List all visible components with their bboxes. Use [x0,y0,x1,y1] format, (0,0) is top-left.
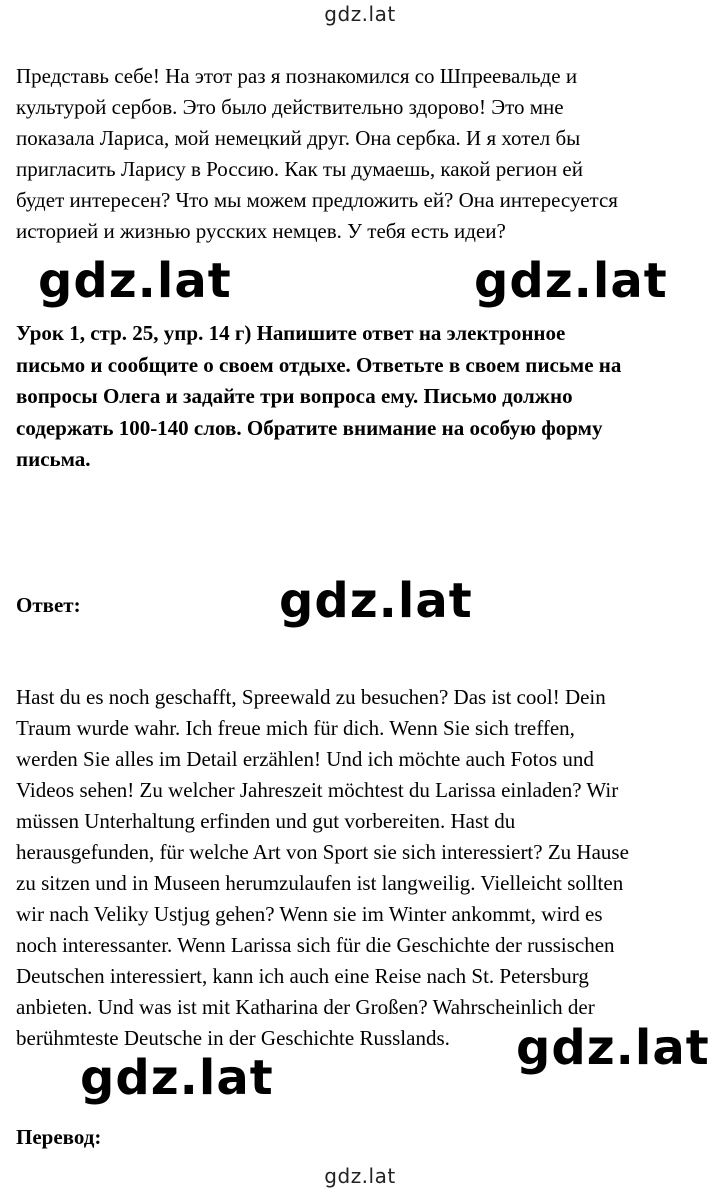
answer-line: anbieten. Und was ist mit Katharina der Großen? Wahrscheinlich der [16,995,595,1019]
answer-line: Hast du es noch geschafft, Spreewald zu besuchen? Das ist cool! Dein [16,685,606,709]
watermark: gdz.lat [76,1050,278,1106]
intro-line: историей и жизнью русских немцев. У тебя есть идеи? [16,219,506,243]
answer-line: noch interessanter. Wenn Larissa sich für die Geschichte der russischen [16,933,615,957]
answer-line: müssen Unterhaltung erfinden und gut vorbereiten. Hast du [16,809,516,833]
answer-line: werden Sie alles im Detail erzählen! Und ich möchte auch Fotos und [16,747,594,771]
intro-line: будет интересен? Что мы можем предложить ей? Она интересуется [16,188,618,212]
task-line: Урок 1, стр. 25, упр. 14 г) Напишите ответ на электронное [16,321,566,345]
answer-line: Videos sehen! Zu welcher Jahreszeit möchtest du Larissa einladen? Wir [16,778,619,802]
site-header: gdz.lat [324,2,396,26]
intro-line: культурой сербов. Это было действительно здорово! Это мне [16,95,564,119]
watermark: gdz.lat [512,1020,714,1076]
watermark: gdz.lat [275,573,477,629]
task-heading [16,318,708,476]
answer-label: Ответ: [16,593,81,617]
intro-line: показала Лариса, мой немецкий друг. Она сербка. И я хотел бы [16,126,581,150]
intro-line: Представь себе! На этот раз я познакомился со Шпреевальде и [16,64,578,88]
task-line: письма. [16,447,91,471]
answer-line: Deutschen interessiert, kann ich auch eine Reise nach St. Petersburg [16,964,589,988]
answer-line: berühmteste Deutsche in der Geschichte Russlands. [16,1026,450,1050]
watermark: gdz.lat [470,253,672,309]
task-line: вопросы Олега и задайте три вопроса ему. Письмо должно [16,384,573,408]
answer-line: herausgefunden, für welche Art von Sport sie sich interessiert? Zu Hause [16,840,629,864]
translation-label: Перевод: [16,1125,102,1149]
answer-line: Traum wurde wahr. Ich freue mich für dich. Wenn Sie sich treffen, [16,716,575,740]
watermark: gdz.lat [34,253,236,309]
answer-line: wir nach Veliky Ustjug gehen? Wenn sie im Winter ankommt, wird es [16,902,603,926]
answer-line: zu sitzen und in Museen herumzulaufen ist langweilig. Vielleicht sollten [16,871,624,895]
site-footer: gdz.lat [324,1164,396,1188]
task-line: содержать 100-140 слов. Обратите внимание на особую форму [16,415,603,440]
intro-paragraph [16,61,708,247]
answer-paragraph [16,682,708,1054]
task-line: письмо и сообщите о своем отдыхе. Ответьте в своем письме на [16,352,622,377]
intro-line: пригласить Ларису в Россию. Как ты думаешь, какой регион ей [16,157,583,181]
